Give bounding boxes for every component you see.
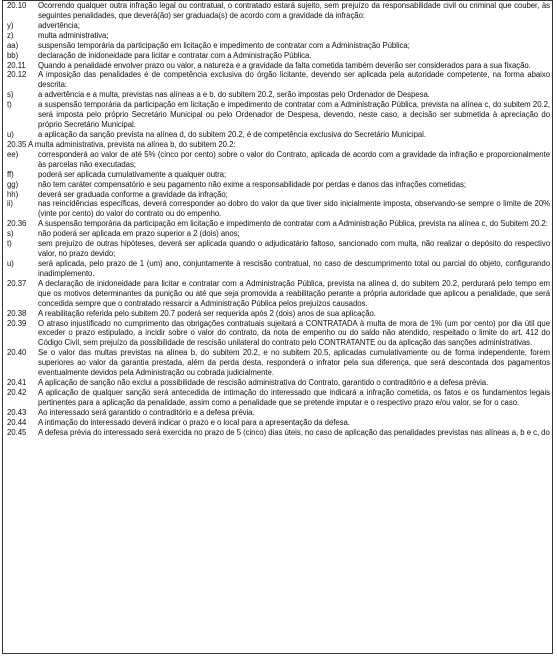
clause-number: 20.11 (7, 60, 26, 70)
clause (7, 319, 550, 349)
clause (7, 378, 550, 388)
clause (7, 279, 550, 309)
clause-text: declaração de inidoneidade para licitar e contratar com a Administração Pública. (38, 50, 312, 60)
clause-text: A aplicação de qualquer sanção será antecedida de intimação do interessado que indicará a infração cometida, os fatos e os fundamentos legais pertinentes para a aplicação da penalidade, assim como a penalidade que se pretende imputar e o respectivo prazo e/ou valor, se for o caso. (38, 387, 550, 407)
clause-text: Ao interessado será garantido o contraditório e a defesa prévia. (38, 407, 255, 417)
clause (7, 180, 550, 190)
clause-number: hh) (7, 189, 19, 199)
clause-text: A reabilitação referida pelo subitem 20.7 poderá ser requerida após 2 (dois) anos de sua aplicação. (38, 308, 376, 318)
clause (7, 140, 550, 150)
clause-text: Se o valor das multas previstas na alínea b, do subitem 20.2, e no subitem 20.5, aplicadas cumulativamente ou de forma independente, forem superiores ao valor da garantia prestada, além da perda desta, responderá o infrator pela sua diferença, que será descontada dos pagamentos eventualmente devidos pela Administração ou cobrada judicialmente. (38, 348, 550, 378)
clause-text: A intimação do interessado deverá indicar o prazo e o local para a apresentação da defesa. (38, 417, 350, 427)
clause-text: multa administrativa; (38, 30, 109, 40)
clause-number: ii) (7, 199, 13, 209)
clause-text: a aplicação da sanção prevista na alínea d, do subitem 20.2, é de competência exclusiva do Secretário Municipal. (38, 129, 426, 139)
clause (7, 31, 550, 41)
clause-text: A aplicação de sanção não exclui a possibilidade de rescisão administrativa do Contrato, garantido o contraditório e a defesa prévia. (38, 378, 489, 388)
clause-number: 20.12 (7, 70, 27, 80)
clause-text: A imposição das penalidades é de competência exclusiva do órgão licitante, devendo ser aplicada pela autoridade competente, na forma abaixo descrita: (38, 70, 550, 90)
clause (7, 259, 550, 279)
clause (7, 21, 550, 31)
clause-text: não tem caráter compensatório e seu pagamento não exime a responsabilidade por perdas e danos das infrações cometidas; (38, 179, 466, 189)
clause (7, 388, 550, 408)
clause-number: u) (7, 129, 14, 139)
clause-text: será aplicada, pelo prazo de 1 (um) ano, conjuntamente à rescisão contratual, no caso de descumprimento total ou parcial do objeto, configurando inadimplemento. (38, 258, 550, 278)
clause-number: 20.41 (7, 378, 27, 388)
clause (7, 41, 550, 51)
clause-number: 20.42 (7, 387, 27, 397)
clause (7, 348, 550, 378)
clause-text: A declaração de inidoneidade para licitar e contratar com a Administração Pública, prevista na alínea d, do subitem 20.2, perdurará pelo tempo em que os motivos determinantes da punição ou até que seja promovida a reabilitação perante a própria autoridade que aplicou a penalidade, que será concedida sempre que o contratado ressarcir a Administração Pública pelos prejuízos causados. (38, 278, 550, 308)
contract-penalties-section (7, 1, 550, 438)
clause (7, 130, 550, 140)
clause (7, 90, 550, 100)
clause-number: 20.36 (7, 219, 27, 229)
clause-text: a advertência e a multa, previstas nas alíneas a e b, do subitem 20.2, serão impostas pelo Ordenador de Despesa. (38, 90, 430, 100)
clause-number: s) (7, 229, 14, 239)
clause-number: t) (7, 239, 12, 249)
clause-number: 20.43 (7, 407, 27, 417)
clause (7, 239, 550, 259)
clause (7, 219, 550, 229)
clause (7, 150, 550, 170)
clause (7, 1, 550, 21)
clause-text: sem prejuízo de outras hipóteses, deverá ser aplicada quando o adjudicatário faltoso, sancionado com multa, não realizar o depósito do respectivo valor, no prazo devido; (38, 239, 550, 259)
clause-text: a suspensão temporária da participação em licitação e impedimento de contratar com a Administração Pública, prevista na alínea c, do subitem 20.2, será imposta pelo próprio Secretário Municipal ou pelo Ordenador de Despesa, devendo, neste caso, a decisão ser submetida à apreciação do próprio Secretário Municipal. (38, 100, 550, 130)
clause (7, 190, 550, 200)
clause-text: Quando a penalidade envolver prazo ou valor, a natureza e a gravidade da falta cometida também deverão ser considerados para a sua fixação. (38, 60, 531, 70)
clause-number: 20.45 (7, 427, 27, 437)
clause-text: O atraso injustificado no cumprimento das obrigações contratuais sujeitará a CONTRATADA à multa de mora de 1% (um por cento) por dia útil que exceder o prazo estipulado, a incidir sobre o valor do contrato, da nota de empenho ou do saldo não atendido, respeitado o limite do art. 412 do Código Civil, sem prejuízo da possibilidade de rescisão unilateral do contrato pelo CONTRATANTE ou da aplicação das sanções administrativas. (38, 318, 550, 348)
clause-number: u) (7, 258, 14, 268)
clause-text: nas reincidências específicas, deverá corresponder ao dobro do valor da que tiver sido inicialmente imposta, observando-se sempre o limite de 20% (vinte por cento) do valor do contrato ou do empenho. (38, 199, 550, 219)
clause (7, 61, 550, 71)
clause (7, 170, 550, 180)
clause-text: não poderá ser aplicada em prazo superior a 2 (dois) anos; (38, 229, 240, 239)
clause (7, 418, 550, 428)
clause-number: ee) (7, 149, 19, 159)
clause-number: aa) (7, 40, 19, 50)
clause (7, 428, 550, 438)
clause (7, 51, 550, 61)
clause-text: Ocorrendo qualquer outra infração legal ou contratual, o contratado estará sujeito, sem prejuízo da responsabilidade civil ou criminal que couber, às seguintes penalidades, que deverá(ão) ser graduada(s) de acordo com a gravidade da infração: (38, 1, 550, 20)
clause (7, 199, 550, 219)
clause-number: 20.40 (7, 348, 27, 358)
clause-number: gg) (7, 179, 19, 189)
clause-number: ff) (7, 169, 14, 179)
clause-text: poderá ser aplicada cumulativamente a qualquer outra; (38, 169, 227, 179)
clause-text: A suspensão temporária da participação em licitação e impedimento de contratar com a Administração Pública, prevista na alínea c, do Subitem 20.2: (38, 219, 548, 229)
clause-number: 20.10 (7, 1, 27, 10)
clause (7, 408, 550, 418)
clause-text: A multa administrativa, prevista na alínea b, do subitem 20.2: (27, 139, 236, 149)
clause-number: 20.44 (7, 417, 27, 427)
clause-text: advertência; (38, 20, 80, 30)
clause-number: 20.37 (7, 278, 27, 288)
clause (7, 100, 550, 130)
document-page (2, 0, 553, 654)
clause-number: s) (7, 90, 14, 100)
clause-number: bb) (7, 50, 19, 60)
clause-text: corresponderá ao valor de até 5% (cinco por cento) sobre o valor do Contrato, aplicada de acordo com a gravidade da infração e proporcionalmente às parcelas não executadas; (38, 149, 550, 169)
clause-number: 20.38 (7, 308, 27, 318)
clause (7, 229, 550, 239)
clause-number: 20.35 (7, 139, 27, 149)
clause-number: y) (7, 20, 14, 30)
clause-number: z) (7, 30, 14, 40)
clause-text: A defesa prévia do interessado será exercida no prazo de 5 (cinco) dias úteis, no caso de aplicação das penalidades previstas nas alíneas a, b e c, do (38, 427, 550, 437)
clause-text: suspensão temporária da participação em licitação e impedimento de contratar com a Administração Pública; (38, 40, 410, 50)
clause (7, 70, 550, 90)
clause-number: t) (7, 100, 12, 110)
clause-text: deverá ser graduada conforme a gravidade da infração; (38, 189, 228, 199)
clause (7, 309, 550, 319)
clause-number: 20.39 (7, 318, 27, 328)
